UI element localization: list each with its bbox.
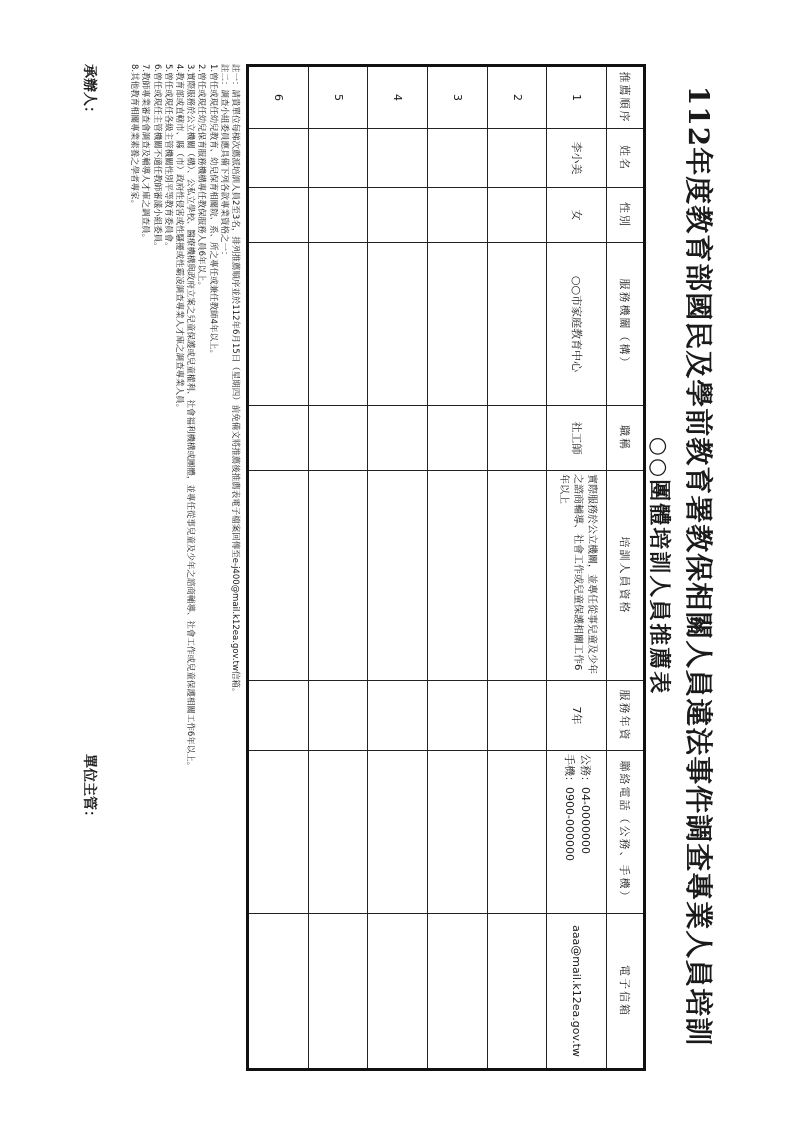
cell-email[interactable] xyxy=(368,914,428,1070)
cell-gender[interactable]: 女 xyxy=(547,188,607,243)
cell-qualification[interactable] xyxy=(487,471,547,681)
phone-office: 公務：04-0000000 xyxy=(578,754,592,854)
cell-phone[interactable] xyxy=(248,751,309,914)
header-org: 服務機關（構） xyxy=(607,243,645,406)
note-line: 註二：調查小組委員應具備下列各款專業資格之一： xyxy=(218,64,229,260)
cell-gender[interactable] xyxy=(368,188,428,243)
cell-name[interactable] xyxy=(368,129,428,188)
cell-years[interactable] xyxy=(428,681,488,751)
cell-title[interactable] xyxy=(487,406,547,471)
table-header-row xyxy=(607,66,645,1070)
cell-qualification[interactable] xyxy=(428,471,488,681)
cell-years[interactable]: 7年 xyxy=(547,681,607,751)
cell-email[interactable]: aaa@mail.k12ea.gov.tw xyxy=(547,914,607,1070)
header-order: 推薦順序 xyxy=(607,66,645,129)
cell-org[interactable] xyxy=(248,243,309,406)
cell-years[interactable] xyxy=(308,681,368,751)
note-line: 5.曾任或現任各級主管機關性別平等教育委員會。 xyxy=(162,64,173,251)
cell-email[interactable] xyxy=(308,914,368,1070)
header-email: 電子信箱 xyxy=(607,914,645,1070)
table-row xyxy=(547,66,607,1070)
cell-email[interactable] xyxy=(248,914,309,1070)
cell-order: 5 xyxy=(308,66,368,129)
cell-phone[interactable] xyxy=(428,751,488,914)
cell-title[interactable] xyxy=(248,406,309,471)
recommendation-table xyxy=(246,64,646,1071)
cell-name[interactable] xyxy=(428,129,488,188)
cell-org[interactable] xyxy=(487,243,547,406)
cell-org[interactable] xyxy=(428,243,488,406)
phone-mobile: 手機：0900-000000 xyxy=(562,754,576,861)
cell-org[interactable]: ○○市家庭教育中心 xyxy=(547,243,607,406)
cell-phone[interactable] xyxy=(487,751,547,914)
table-row xyxy=(248,66,309,1070)
header-phone: 聯絡電話（公務、手機） xyxy=(607,751,645,914)
cell-qualification[interactable] xyxy=(368,471,428,681)
header-title: 職稱 xyxy=(607,406,645,471)
cell-title[interactable] xyxy=(308,406,368,471)
cell-order: 2 xyxy=(487,66,547,129)
cell-gender[interactable] xyxy=(248,188,309,243)
cell-order: 1 xyxy=(547,66,607,129)
header-years: 服務年資 xyxy=(607,681,645,751)
cell-gender[interactable] xyxy=(308,188,368,243)
cell-name[interactable] xyxy=(248,129,309,188)
cell-phone[interactable] xyxy=(368,751,428,914)
note-line: 4.教育部或直轄市、縣（市）政府性侵害或性騷擾或性霸凌調查專業人才庫之調查專業人員。 xyxy=(173,64,184,413)
cell-email[interactable] xyxy=(428,914,488,1070)
cell-qualification[interactable] xyxy=(248,471,309,681)
table-row xyxy=(487,66,547,1070)
cell-qualification[interactable] xyxy=(308,471,368,681)
note-line: 1.曾任或現任幼兒教育、幼兒保育相關院、系、所之專任或兼任教師4年以上。 xyxy=(207,64,218,359)
cell-phone[interactable] xyxy=(547,751,607,914)
note-line: 註一：請貴單位每梯次薦派培訓人員2至3名，排列推薦順序並於112年6月15日（星期四）前免備文將推薦後推薦表電子檔案回傳至e-j400@mail.k12ea.gov.tw信箱。 xyxy=(230,64,240,697)
cell-phone[interactable] xyxy=(308,751,368,914)
rotated-document xyxy=(80,64,720,1068)
handler-signature-label: 承辦人： xyxy=(81,64,97,120)
supervisor-signature-label: 單位主管： xyxy=(81,754,97,824)
note-line: 3.實際服務於公立機關（構）、公私立學校、醫療機構與政府立案之兒童保護或兒童權利、社會福利機構或團體，並專任從事兒童及少年之諮商輔導、社會工作或兒童保護相關工作6年以上。 xyxy=(185,64,196,771)
cell-order: 3 xyxy=(428,66,488,129)
note-line: 8.其他教育相關專業素養之學者專家。 xyxy=(129,64,140,209)
cell-org[interactable] xyxy=(368,243,428,406)
cell-order: 4 xyxy=(368,66,428,129)
note-line: 2.曾任或現任幼兒保育服務機構專任教保服務人員6年以上。 xyxy=(196,64,207,291)
cell-years[interactable] xyxy=(487,681,547,751)
cell-gender[interactable] xyxy=(428,188,488,243)
cell-years[interactable] xyxy=(248,681,309,751)
table-row xyxy=(368,66,428,1070)
cell-name[interactable] xyxy=(487,129,547,188)
cell-name[interactable] xyxy=(308,129,368,188)
cell-title[interactable] xyxy=(428,406,488,471)
header-qualification: 培訓人員資格 xyxy=(607,471,645,681)
cell-years[interactable] xyxy=(368,681,428,751)
table-row xyxy=(308,66,368,1070)
note-line: 7.教師專業審查會調查及輔導人才庫之調查員。 xyxy=(140,64,151,243)
cell-order: 6 xyxy=(248,66,309,129)
page-title: 112年度教育部國民及學前教育署教保相關人員違法事件調查專業人員培訓 xyxy=(682,85,715,1047)
header-gender: 性別 xyxy=(607,188,645,243)
page-subtitle: ○○團體培訓人員推薦表 xyxy=(646,436,672,696)
cell-org[interactable] xyxy=(308,243,368,406)
table-row xyxy=(428,66,488,1070)
footnotes xyxy=(128,64,240,1068)
cell-email[interactable] xyxy=(487,914,547,1070)
cell-qualification[interactable]: 實際服務於公立機關，並專任從事兒童及少年之諮商輔導、社會工作或兒童保護相關工作6年以上 xyxy=(547,471,607,681)
header-name: 姓名 xyxy=(607,129,645,188)
cell-title[interactable] xyxy=(368,406,428,471)
note-line: 6.曾任或現任主管機關不適任教師審議小組委員。 xyxy=(151,64,162,251)
cell-gender[interactable] xyxy=(487,188,547,243)
cell-name[interactable]: 李小美 xyxy=(547,129,607,188)
cell-title[interactable]: 社工師 xyxy=(547,406,607,471)
